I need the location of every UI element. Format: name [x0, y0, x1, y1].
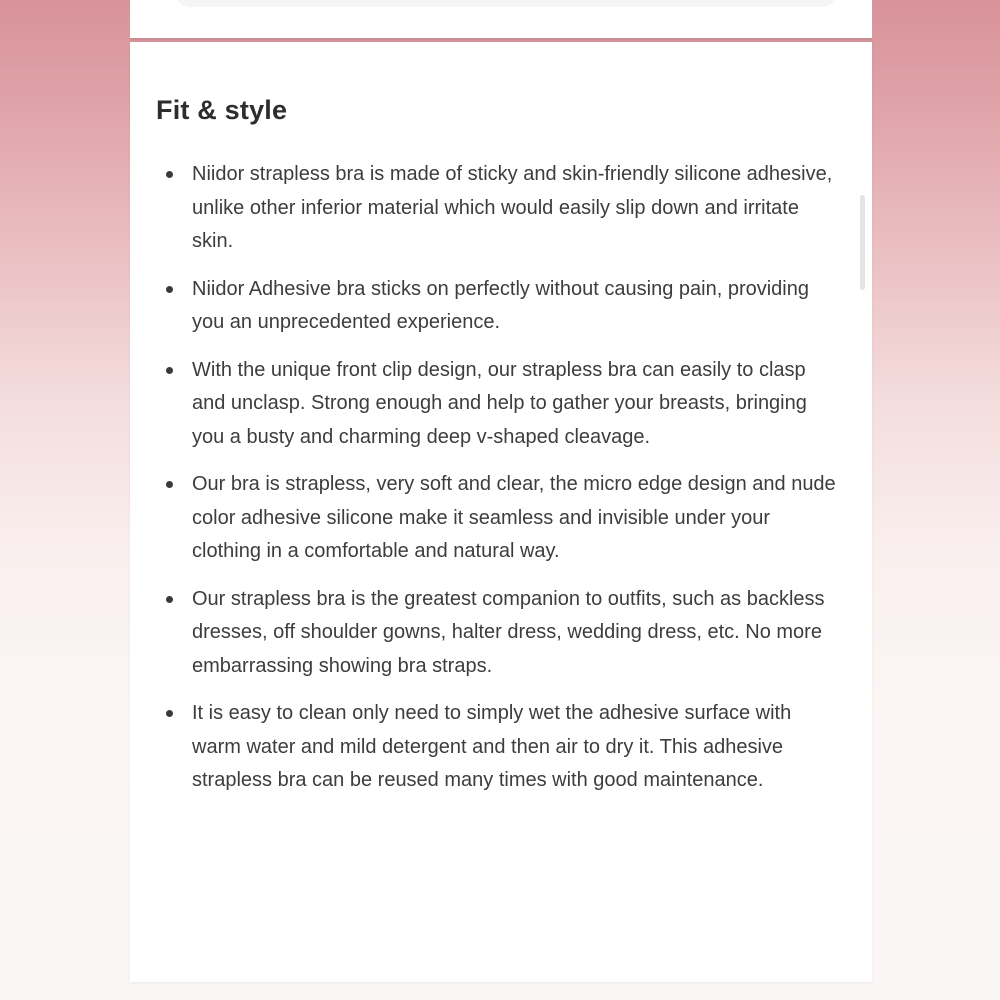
list-item — [156, 583, 836, 684]
bullet-text: Niidor Adhesive bra sticks on perfectly without causing pain, providing you an unprecedented experience. — [192, 277, 809, 333]
bullet-text: With the unique front clip design, our strapless bra can easily to clasp and unclasp. Strong enough and help to gather your breasts, bringing you a busty and charming deep v-shaped cleavage. — [192, 358, 807, 448]
bullet-icon — [166, 286, 173, 293]
bullet-text: Niidor strapless bra is made of sticky and skin-friendly silicone adhesive, unlike other inferior material which would easily slip down and irritate skin. — [192, 163, 833, 252]
list-item — [156, 273, 836, 340]
bullet-icon — [166, 596, 173, 603]
header-divider — [130, 38, 872, 43]
bullet-text: Our bra is strapless, very soft and clear, the micro edge design and nude color adhesive silicone make it seamless and invisible under your clothing in a comfortable and natural way. — [192, 473, 836, 562]
bullet-list — [156, 158, 836, 798]
bullet-icon — [166, 171, 173, 178]
bullet-text: It is easy to clean only need to simply wet the adhesive surface with warm water and mild detergent and then air to dry it. This adhesive strapless bra can be reused many times with good maintenance. — [192, 702, 792, 791]
list-item — [156, 158, 836, 259]
scrollbar-thumb[interactable] — [860, 195, 865, 290]
bullet-text: Our strapless bra is the greatest companion to outfits, such as backless dresses, off shoulder gowns, halter dress, wedding dress, etc. No more embarrassing showing bra straps. — [192, 587, 825, 677]
list-item — [156, 468, 836, 569]
section-title: Fit & style — [156, 95, 288, 125]
bullet-icon — [166, 710, 173, 717]
bullet-icon — [166, 367, 173, 374]
bullet-icon — [166, 481, 173, 488]
list-item — [156, 697, 836, 798]
list-item — [156, 354, 836, 455]
search-input[interactable] — [176, 0, 836, 7]
product-details-card — [130, 42, 872, 982]
header-bar — [130, 0, 872, 38]
